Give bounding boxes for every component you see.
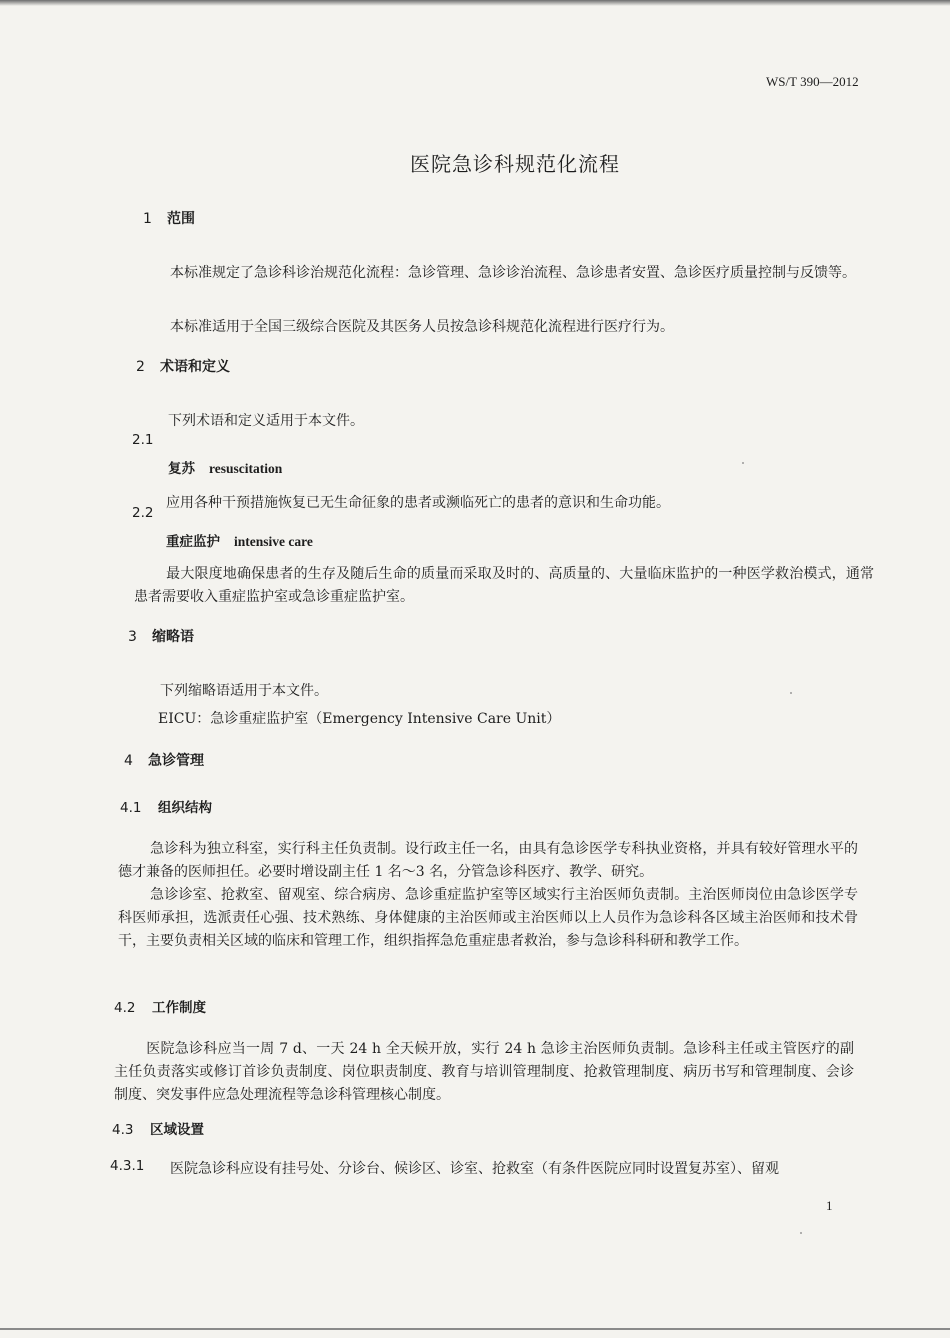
- section-number: 4: [124, 753, 133, 769]
- scan-speck: [742, 462, 744, 464]
- section-4-1-paragraph-1: [118, 838, 858, 884]
- section-number: 4.3: [112, 1122, 134, 1138]
- paragraph-text: 本标准规定了急诊科诊治规范化流程：急诊管理、急诊诊治流程、急诊患者安置、急诊医疗质量控制与反馈等。: [170, 265, 856, 281]
- scan-speck: [790, 692, 792, 694]
- term-2-1: [168, 457, 282, 477]
- term-2-2-number: 2.2: [132, 505, 154, 521]
- section-title: 术语和定义: [160, 359, 230, 375]
- paragraph-text: 急诊诊室、抢救室、留观室、综合病房、急诊重症监护室等区域实行主治医师负责制。主治医师岗位由急诊医学专科医师承担，选派责任心强、技术熟练、身体健康的主治医师或主治医师以上人员作为急诊科各区域主治医师和技术骨干，主要负责相关区域的临床和管理工作，组织指挥急危重症患者救治，参与急诊科科研和教学工作。: [118, 887, 858, 949]
- section-3-intro: 下列缩略语适用于本文件。: [160, 683, 328, 699]
- section-number: 1: [143, 211, 152, 227]
- page-number: 1: [826, 1198, 833, 1213]
- scan-edge-bottom: [0, 1328, 950, 1330]
- document-title: 医院急诊科规范化流程: [410, 152, 620, 176]
- term-en: intensive care: [234, 534, 313, 549]
- standard-code: WS/T 390—2012: [766, 74, 859, 89]
- section-title: 区域设置: [150, 1122, 204, 1138]
- section-1-paragraph-1: [138, 262, 878, 285]
- scan-shadow-top: [0, 0, 950, 6]
- clause-4-3-1-text: 医院急诊科应设有挂号处、分诊台、候诊区、诊室、抢救室（有条件医院应同时设置复苏室）、留观: [170, 1161, 779, 1177]
- section-1-paragraph-2: 本标准适用于全国三级综合医院及其医务人员按急诊科规范化流程进行医疗行为。: [170, 319, 674, 335]
- paragraph-text: 最大限度地确保患者的生存及随后生命的质量而采取及时的、高质量的、大量临床监护的一种医学救治模式，通常患者需要收入重症监护室或急诊重症监护室。: [134, 566, 874, 605]
- scan-speck: [800, 1232, 802, 1234]
- section-number: 3: [128, 629, 137, 645]
- section-4-2-paragraph-1: [114, 1038, 854, 1107]
- section-title: 组织结构: [158, 800, 212, 816]
- section-4-3-heading: [112, 1118, 204, 1138]
- section-title: 工作制度: [152, 1000, 206, 1016]
- section-2-heading: [136, 356, 230, 376]
- section-title: 急诊管理: [148, 753, 204, 769]
- term-2-2: [166, 530, 313, 550]
- section-1-heading: [143, 208, 195, 228]
- term-2-1-definition: 应用各种干预措施恢复已无生命征象的患者或濒临死亡的患者的意识和生命功能。: [166, 495, 670, 511]
- section-4-1-heading: [120, 796, 212, 816]
- section-4-2-heading: [114, 996, 206, 1016]
- term-en: resuscitation: [209, 461, 283, 476]
- paragraph-text: 急诊科为独立科室，实行科主任负责制。设行政主任一名，由具有急诊医学专科执业资格，并具有较好管理水平的德才兼备的医师担任。必要时增设副主任 1 名～3 名，分管急诊科医疗、教学、研究。: [118, 841, 858, 880]
- section-4-1-paragraph-2: [118, 884, 858, 953]
- section-number: 2: [136, 359, 145, 375]
- section-3-abbreviation: EICU：急诊重症监护室（Emergency Intensive Care Unit）: [158, 711, 561, 727]
- term-zh: 复苏: [168, 461, 195, 477]
- section-number: 4.1: [120, 800, 142, 816]
- section-4-heading: [124, 750, 204, 770]
- section-2-intro: 下列术语和定义适用于本文件。: [168, 413, 364, 429]
- term-2-1-number: 2.1: [132, 432, 154, 448]
- paragraph-text: 医院急诊科应当一周 7 d、一天 24 h 全天候开放，实行 24 h 急诊主治医师负责制。急诊科主任或主管医疗的副主任负责落实或修订首诊负责制度、岗位职责制度、教育与培训管理制度、抢救管理制度、病历书写和管理制度、会诊制度、突发事件应急处理流程等急诊科管理核心制度。: [114, 1041, 854, 1103]
- term-2-2-definition: [134, 563, 874, 609]
- section-3-heading: [128, 626, 194, 646]
- section-title: 缩略语: [152, 629, 194, 645]
- clause-4-3-1-number: 4.3.1: [110, 1158, 145, 1174]
- term-zh: 重症监护: [166, 534, 220, 550]
- section-title: 范围: [167, 211, 195, 227]
- section-number: 4.2: [114, 1000, 136, 1016]
